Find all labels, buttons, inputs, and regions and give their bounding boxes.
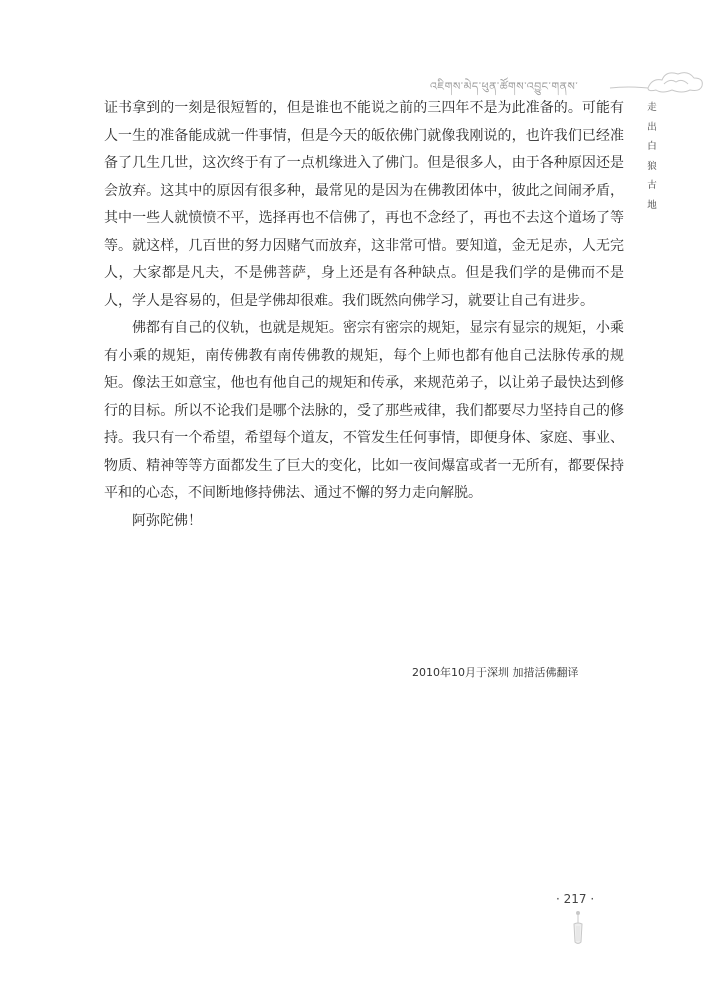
sidebar-char: 地 bbox=[647, 199, 657, 211]
sidebar-char: 古 bbox=[647, 180, 657, 191]
sidebar-char: 狼 bbox=[647, 160, 657, 172]
sidebar-char: 出 bbox=[647, 121, 657, 133]
vertical-book-title bbox=[645, 98, 659, 215]
cloud-ornament-icon bbox=[608, 66, 708, 96]
tassel-ornament-icon bbox=[568, 910, 588, 946]
page-number: · 217 · bbox=[556, 892, 595, 906]
signature-line: 2010年10月于深圳 加措活佛翻译 bbox=[412, 666, 579, 679]
paragraph: 佛都有自己的仪轨，也就是规矩。密宗有密宗的规矩，显宗有显宗的规矩，小乘有小乘的规矩，南传佛教有南传佛教的规矩，每个上师也都有他自己法脉传承的规矩。像法王如意宝，他也有他自己的规矩和传承，来规范弟子，以让弟子最快达到修行的目标。所以不论我们是哪个法脉的，受了那些戒律，我们都要尽力坚持自己的修持。我只有一个希望，希望每个道友，不管发生任何事情，即便身体、家庭、事业、物质、精神等等方面都发生了巨大的变化，比如一夜间爆富或者一无所有，都要保持平和的心态，不间断地修持佛法、通过不懈的努力走向解脱。 bbox=[104, 320, 624, 501]
sidebar-char: 白 bbox=[647, 141, 657, 152]
paragraph: 阿弥陀佛！ bbox=[132, 512, 202, 529]
running-header bbox=[430, 66, 710, 98]
tibetan-header-title: འཇིགས་མེད་ཕུན་ཚོགས་འབྱུང་གནས་ bbox=[430, 80, 579, 93]
paragraph: 证书拿到的一刻是很短暂的，但是谁也不能说之前的三四年不是为此准备的。可能有人一生的准备能成就一件事情，但是今天的皈依佛门就像我刚说的，也许我们已经准备了几生几世，这次终于有了一点机缘进入了佛门。但是很多人，由于各种原因还是会放弃。这其中的原因有很多种，最常见的是因为在佛教团体中，彼此之间闹矛盾，其中一些人就愤愤不平，选择再也不信佛了，再也不念经了，再也不去这个道场了等等。就这样，几百世的努力因赌气而放弃，这非常可惜。要知道，金无足赤，人无完人，大家都是凡夫，不是佛菩萨，身上还是有各种缺点。但是我们学的是佛而不是人，学人是容易的，但是学佛却很难。我们既然向佛学习，就要让自己有进步。 bbox=[104, 100, 624, 309]
body-text bbox=[104, 95, 624, 535]
sidebar-char: 走 bbox=[647, 102, 657, 113]
